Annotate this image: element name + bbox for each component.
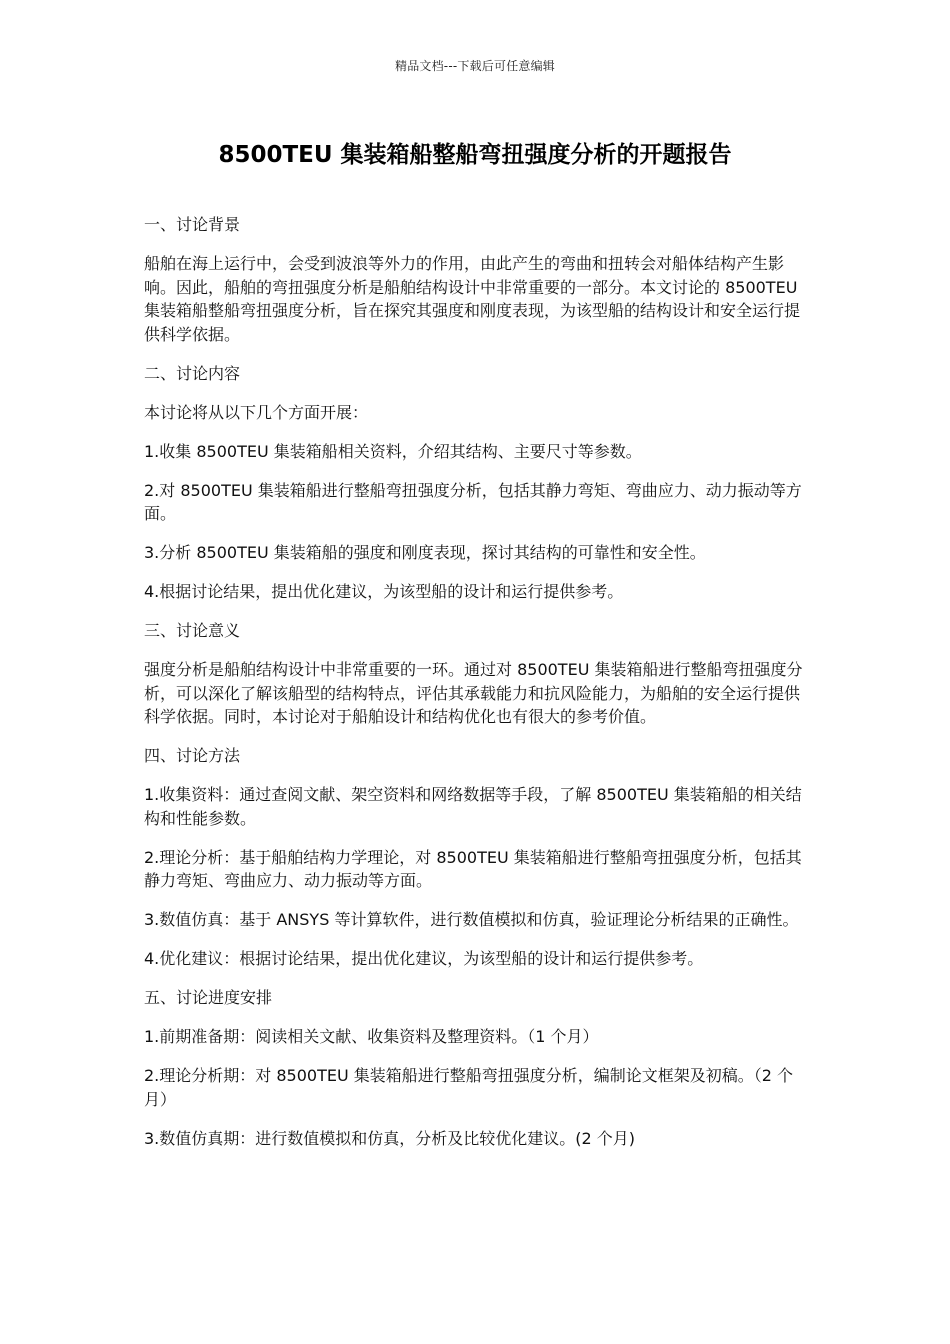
method-item: 1.收集资料：通过查阅文献、架空资料和网络数据等手段，了解 8500TEU 集装箱船的相关结构和性能参数。	[144, 785, 802, 828]
content-item: 4.根据讨论结果，提出优化建议，为该型船的设计和运行提供参考。	[144, 582, 624, 601]
document-title: 8500TEU 集装箱船整船弯扭强度分析的开题报告	[218, 142, 732, 168]
content-item: 2.对 8500TEU 集装箱船进行整船弯扭强度分析，包括其静力弯矩、弯曲应力、动力振动等方面。	[144, 480, 802, 523]
section-heading-significance: 三、讨论意义	[144, 621, 241, 640]
header-note: 精品文档---下载后可任意编辑	[395, 59, 555, 73]
method-item: 4.优化建议：根据讨论结果，提出优化建议，为该型船的设计和运行提供参考。	[144, 949, 704, 968]
significance-paragraph: 强度分析是船舶结构设计中非常重要的一环。通过对 8500TEU 集装箱船进行整船弯扭强度分析，可以深化了解该船型的结构特点，评估其承载能力和抗风险能力，为船舶的安全运行提供科学依据。同时，本讨论对于船舶设计和结构优化也有很大的参考价值。	[144, 660, 803, 726]
document-body	[144, 213, 808, 1166]
content-item: 3.分析 8500TEU 集装箱船的强度和刚度表现，探讨其结构的可靠性和安全性。	[144, 543, 706, 562]
schedule-item: 2.理论分析期：对 8500TEU 集装箱船进行整船弯扭强度分析，编制论文框架及初稿。（2 个月）	[144, 1066, 794, 1109]
method-item: 3.数值仿真：基于 ANSYS 等计算软件，进行数值模拟和仿真，验证理论分析结果的正确性。	[144, 910, 799, 929]
method-item: 2.理论分析：基于船舶结构力学理论，对 8500TEU 集装箱船进行整船弯扭强度分析，包括其静力弯矩、弯曲应力、动力振动等方面。	[144, 847, 802, 890]
section-heading-content: 二、讨论内容	[144, 363, 241, 383]
content-intro: 本讨论将从以下几个方面开展：	[144, 402, 369, 422]
section-heading-background: 一、讨论背景	[144, 215, 241, 234]
schedule-item: 3.数值仿真期：进行数值模拟和仿真，分析及比较优化建议。(2 个月)	[144, 1128, 636, 1148]
schedule-item: 1.前期准备期：阅读相关文献、收集资料及整理资料。（1 个月）	[144, 1027, 599, 1046]
background-paragraph: 船舶在海上运行中，会受到波浪等外力的作用，由此产生的弯曲和扭转会对船体结构产生影响。因此，船舶的弯扭强度分析是船舶结构设计中非常重要的一部分。本文讨论的 8500TEU 集装箱船整船弯扭强度分析，旨在探究其强度和刚度表现，为该型船的结构设计和安全运行提供科学依据。	[144, 254, 801, 344]
content-item: 1.收集 8500TEU 集装箱船相关资料，介绍其结构、主要尺寸等参数。	[144, 441, 642, 461]
section-heading-method: 四、讨论方法	[144, 746, 241, 765]
section-heading-schedule: 五、讨论进度安排	[144, 988, 273, 1007]
